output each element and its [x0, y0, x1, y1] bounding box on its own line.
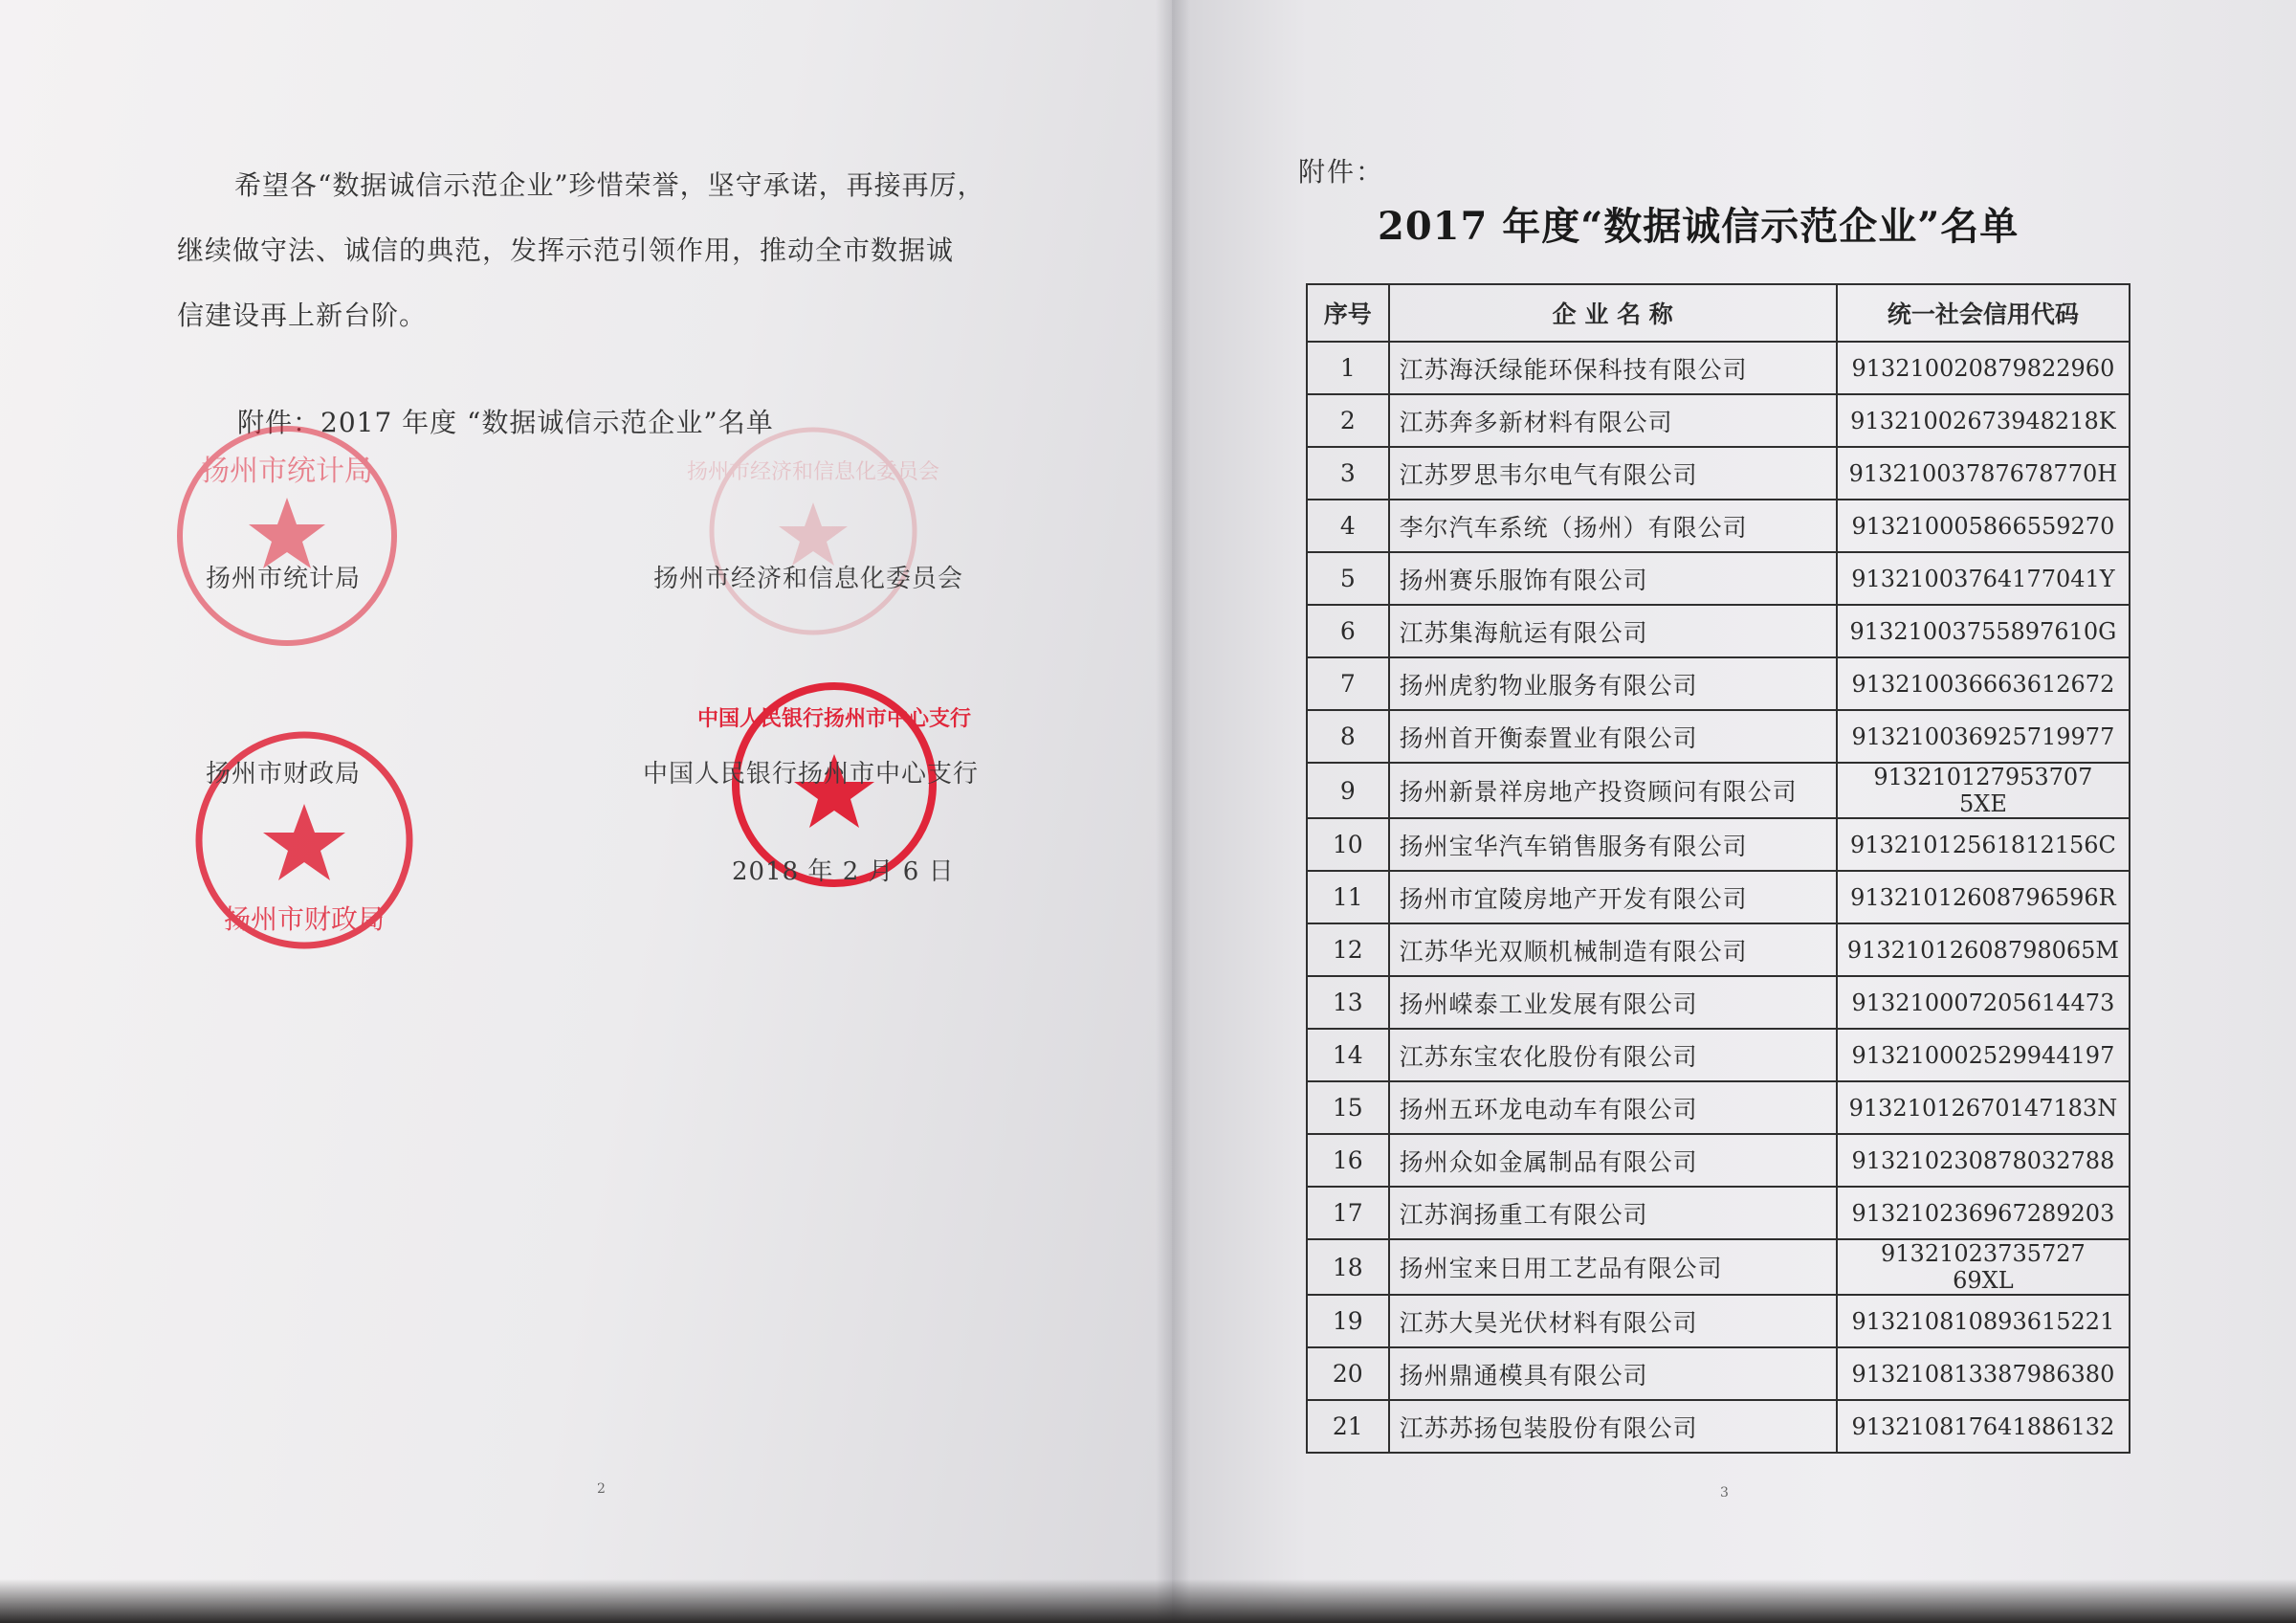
row-index: 2	[1307, 394, 1389, 447]
company-name: 扬州虎豹物业服务有限公司	[1389, 657, 1837, 710]
page-number-right: 3	[1720, 1485, 1729, 1501]
company-name: 李尔汽车系统（扬州）有限公司	[1389, 500, 1837, 552]
credit-code: 913210230878032788	[1837, 1134, 2130, 1187]
row-index: 11	[1307, 871, 1389, 923]
row-index: 1	[1307, 342, 1389, 394]
table-row	[1307, 500, 2130, 552]
credit-code: 91321012608798065M	[1837, 923, 2130, 976]
attachment-line: 附件：2017 年度 “数据诚信示范企业”名单	[237, 407, 774, 438]
header-company-name: 企 业 名 称	[1389, 284, 1837, 342]
credit-code: 91321012561812156C	[1837, 818, 2130, 871]
table-row	[1307, 923, 2130, 976]
org-economy-committee: 扬州市经济和信息化委员会	[653, 565, 964, 593]
seal-text: 扬州市统计局	[201, 455, 373, 488]
org-finance-bureau: 扬州市财政局	[206, 760, 362, 789]
company-name: 扬州鼎通模具有限公司	[1389, 1347, 1837, 1400]
table-row	[1307, 710, 2130, 763]
credit-code: 913210817641886132	[1837, 1400, 2130, 1453]
credit-code: 913210036663612672	[1837, 657, 2130, 710]
org-pboc-branch: 中国人民银行扬州市中心支行	[643, 760, 980, 789]
seal-text: 扬州市经济和信息化委员会	[686, 460, 940, 484]
row-index: 8	[1307, 710, 1389, 763]
book-spine	[1156, 0, 1190, 1623]
row-index: 18	[1307, 1239, 1389, 1295]
table-row	[1307, 1187, 2130, 1239]
table-row	[1307, 818, 2130, 871]
company-name: 江苏苏扬包装股份有限公司	[1389, 1400, 1837, 1453]
table-row	[1307, 976, 2130, 1029]
row-index: 20	[1307, 1347, 1389, 1400]
credit-code: 913210127953707 5XE	[1837, 763, 2130, 818]
company-name: 江苏华光双顺机械制造有限公司	[1389, 923, 1837, 976]
company-name: 江苏东宝农化股份有限公司	[1389, 1029, 1837, 1081]
seal-text: 中国人民银行扬州市中心支行	[696, 707, 972, 731]
table-row	[1307, 552, 2130, 605]
table-row	[1307, 1081, 2130, 1134]
company-name: 扬州嵘泰工业发展有限公司	[1389, 976, 1837, 1029]
credit-code: 913210813387986380	[1837, 1347, 2130, 1400]
company-name: 扬州首开衡泰置业有限公司	[1389, 710, 1837, 763]
document-title: 2017 年度“数据诚信示范企业”名单	[1378, 204, 2020, 249]
table-row	[1307, 342, 2130, 394]
signing-date: 2018 年 2 月 6 日	[732, 857, 955, 886]
table-row	[1307, 871, 2130, 923]
table-row	[1307, 1029, 2130, 1081]
row-index: 9	[1307, 763, 1389, 818]
row-index: 6	[1307, 605, 1389, 657]
header-index: 序号	[1307, 284, 1389, 342]
company-name: 扬州宝华汽车销售服务有限公司	[1389, 818, 1837, 871]
company-name: 扬州五环龙电动车有限公司	[1389, 1081, 1837, 1134]
company-name: 扬州宝来日用工艺品有限公司	[1389, 1239, 1837, 1295]
row-index: 19	[1307, 1295, 1389, 1347]
table-row	[1307, 763, 2130, 818]
table-row	[1307, 1239, 2130, 1295]
credit-code: 91321012670147183N	[1837, 1081, 2130, 1134]
row-index: 3	[1307, 447, 1389, 500]
paragraph-line: 希望各“数据诚信示范企业”珍惜荣誉，坚守承诺，再接再厉，	[234, 169, 985, 201]
table-row	[1307, 605, 2130, 657]
page-number-left: 2	[597, 1481, 606, 1497]
seal-text: 扬州市财政局	[223, 903, 386, 935]
org-statistics-bureau: 扬州市统计局	[206, 565, 362, 593]
table-row	[1307, 447, 2130, 500]
row-index: 13	[1307, 976, 1389, 1029]
credit-code: 913210810893615221	[1837, 1295, 2130, 1347]
credit-code: 913210002529944197	[1837, 1029, 2130, 1081]
credit-code: 913210020879822960	[1837, 342, 2130, 394]
table-row	[1307, 1400, 2130, 1453]
row-index: 14	[1307, 1029, 1389, 1081]
row-index: 21	[1307, 1400, 1389, 1453]
row-index: 10	[1307, 818, 1389, 871]
credit-code: 913210036925719977	[1837, 710, 2130, 763]
row-index: 16	[1307, 1134, 1389, 1187]
row-index: 4	[1307, 500, 1389, 552]
credit-code: 913210007205614473	[1837, 976, 2130, 1029]
credit-code: 91321012608796596R	[1837, 871, 2130, 923]
company-name: 江苏润扬重工有限公司	[1389, 1187, 1837, 1239]
company-name: 江苏奔多新材料有限公司	[1389, 394, 1837, 447]
header-credit-code: 统一社会信用代码	[1837, 284, 2130, 342]
bottom-shadow	[0, 1579, 2296, 1623]
company-name: 江苏大昊光伏材料有限公司	[1389, 1295, 1837, 1347]
table-row	[1307, 1134, 2130, 1187]
company-name: 江苏集海航运有限公司	[1389, 605, 1837, 657]
row-index: 15	[1307, 1081, 1389, 1134]
company-name: 扬州市宜陵房地产开发有限公司	[1389, 871, 1837, 923]
attachment-label: 附件：	[1298, 156, 1385, 188]
table-row	[1307, 1295, 2130, 1347]
body-paragraph	[177, 153, 1019, 348]
credit-code: 91321003755897610G	[1837, 605, 2130, 657]
row-index: 17	[1307, 1187, 1389, 1239]
credit-code: 91321003764177041Y	[1837, 552, 2130, 605]
credit-code: 91321023735727 69XL	[1837, 1239, 2130, 1295]
credit-code: 913210005866559270	[1837, 500, 2130, 552]
table-row	[1307, 394, 2130, 447]
credit-code: 91321003787678770H	[1837, 447, 2130, 500]
paragraph-line: 信建设再上新台阶。	[177, 300, 428, 331]
seal-statistics-bureau	[172, 421, 402, 651]
seal-economy-committee	[686, 421, 940, 641]
credit-code: 913210236967289203	[1837, 1187, 2130, 1239]
row-index: 5	[1307, 552, 1389, 605]
credit-code: 91321002673948218K	[1837, 394, 2130, 447]
company-name: 扬州新景祥房地产投资顾问有限公司	[1389, 763, 1837, 818]
table-row	[1307, 1347, 2130, 1400]
company-name: 扬州赛乐服饰有限公司	[1389, 552, 1837, 605]
enterprise-table	[1306, 283, 2130, 1454]
paragraph-line: 继续做守法、诚信的典范，发挥示范引领作用，推动全市数据诚	[177, 234, 955, 266]
table-row	[1307, 657, 2130, 710]
row-index: 7	[1307, 657, 1389, 710]
company-name: 江苏罗思韦尔电气有限公司	[1389, 447, 1837, 500]
row-index: 12	[1307, 923, 1389, 976]
company-name: 江苏海沃绿能环保科技有限公司	[1389, 342, 1837, 394]
table-header-row	[1307, 284, 2130, 342]
company-name: 扬州众如金属制品有限公司	[1389, 1134, 1837, 1187]
